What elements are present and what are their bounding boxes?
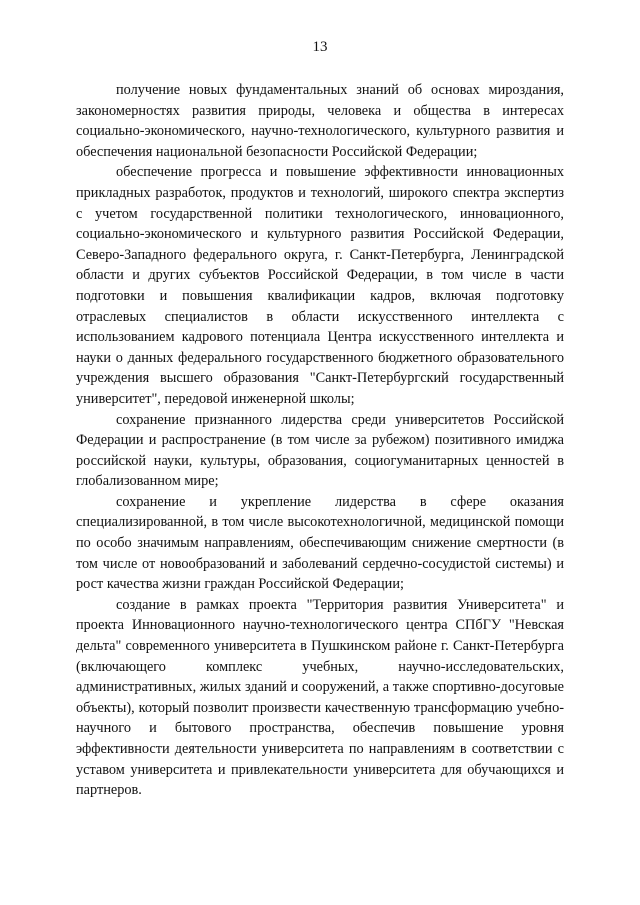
document-body	[76, 80, 564, 801]
paragraph-fundamental-knowledge: получение новых фундаментальных знаний об основах мироздания, закономерностях развития природы, человека и общества в интересах социально-экономического, научно-технологического, культурного развития и обеспечения национальной безопасности Российской Федерации;	[76, 82, 564, 160]
paragraph-innovation-progress: обеспечение прогресса и повышение эффективности инновационных прикладных разработок, продуктов и технологий, широкого спектра экспертиз с учетом государственной политики технологического, инновационного, социально-экономического и культурного развития Российской Федерации, Северо-Западного федерального округа, г. Санкт-Петербурга, Ленинградской области и других субъектов Российской Федерации, в том числе в части подготовки и повышения квалификации кадров, включая подготовку отраслевых специалистов в области искусственного интеллекта с использованием кадрового потенциала Центра искусственного интеллекта и науки о данных федерального государственного бюджетного образовательного учреждения высшего образования "Санкт-Петербургский государственный университет", передовой инженерной школы;	[76, 164, 564, 407]
page-number: 13	[312, 39, 328, 55]
paragraph-medical-care: сохранение и укрепление лидерства в сфере оказания специализированной, в том числе высокотехнологичной, медицинской помощи по особо значимым направлениям, обеспечивающим снижение смертности (в том числе от новообразований и заболеваний сердечно-сосудистой системы) и рост качества жизни граждан Российской Федерации;	[76, 493, 564, 593]
paragraph-university-leadership: сохранение признанного лидерства среди университетов Российской Федерации и распространение (в том числе за рубежом) позитивного имиджа российской науки, культуры, образования, социогуманитарных ценностей в глобализованном мире;	[76, 411, 564, 490]
paragraph-university-territory: создание в рамках проекта "Территория развития Университета" и проекта Инновационного научно-технологического центра СПбГУ "Невская дельта" современного университета в Пушкинском районе г. Санкт-Петербурга (включающего комплекс учебных, научно-исследовательских, административных, жилых зданий и сооружений, а также спортивно-досуговые объекты), который позволит произвести качественную трансформацию учебно-научного и бытового пространства, обеспечив повышение уровня эффективности деятельности университета по направлениям в соответствии с уставом университета и привлекательности университета для обучающихся и партнеров.	[76, 596, 564, 799]
